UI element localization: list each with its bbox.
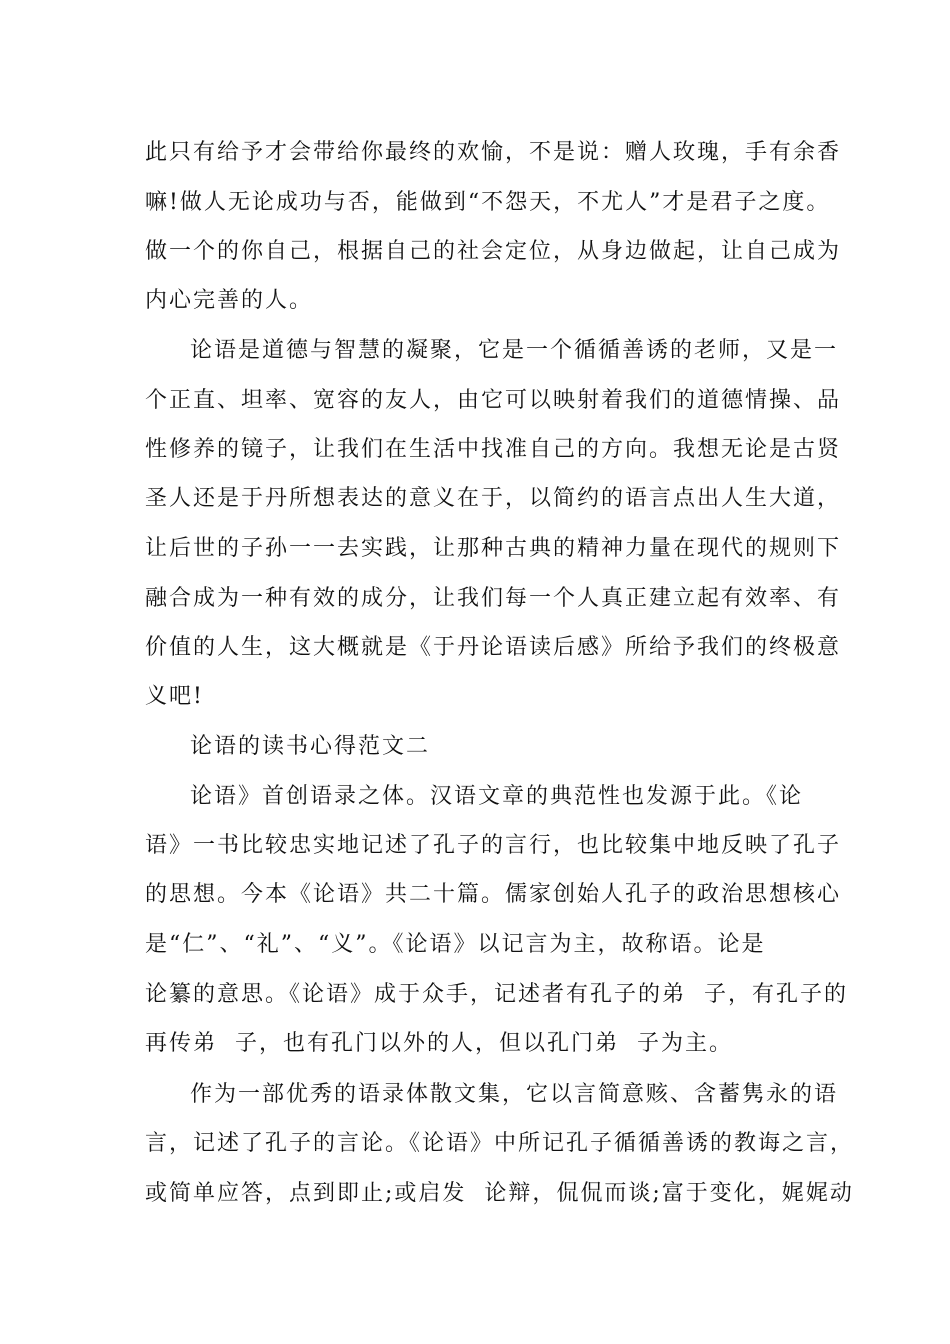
text-line: 个正直、坦率、宽容的友人，由它可以映射着我们的道德情操、品 [145,388,842,413]
text-line: 语》一书比较忠实地记述了孔子的言行，也比较集中地反映了孔子 [145,833,842,858]
paragraph-start-line: 作为一部优秀的语录体散文集，它以言简意赅、含蓄隽永的语 [190,1082,839,1107]
text-line: 是“仁”、“礼”、“义”。《论语》以记言为主，故称语。论是 [145,932,766,957]
paragraph-start-line: 论语》首创语录之体。汉语文章的典范性也发源于此。《论 [190,784,804,809]
text-line: 论纂的意思。《论语》成于众手，记述者有孔子的弟 子，有孔子的 [145,982,848,1007]
text-line: 的思想。今本《论语》共二十篇。儒家创始人孔子的政治思想核心 [145,882,842,907]
text-line: 内心完善的人。 [145,288,314,313]
text-line: 融合成为一种有效的成分，让我们每一个人真正建立起有效率、有 [145,586,842,611]
paragraph-start-line: 论语是道德与智慧的凝聚，它是一个循循善诱的老师，又是一 [190,338,839,363]
text-line: 或简单应答，点到即止;或启发 论辩，侃侃而谈;富于变化，娓娓动 [145,1181,854,1206]
text-line: 圣人还是于丹所想表达的意义在于，以简约的语言点出人生大道， [145,486,842,511]
text-line: 让后世的子孙一一去实践，让那种古典的精神力量在现代的规则下 [145,536,842,561]
text-line: 做一个的你自己，根据自己的社会定位，从身边做起，让自己成为 [145,239,842,264]
text-line: 此只有给予才会带给你最终的欢愉，不是说：赠人玫瑰，手有余香 [145,140,842,165]
section-heading: 论语的读书心得范文二 [190,734,431,759]
text-line: 嘛!做人无论成功与否，能做到“不怨天，不尤人”才是君子之度。 [145,190,831,215]
text-line: 再传弟 子，也有孔门以外的人，但以孔门弟 子为主。 [145,1031,733,1056]
text-line: 性修养的镜子，让我们在生活中找准自己的方向。我想无论是古贤 [145,437,842,462]
text-line: 价值的人生，这大概就是《于丹论语读后感》所给予我们的终极意 [145,635,842,660]
text-line: 义吧! [145,684,204,709]
text-line: 言，记述了孔子的言论。《论语》中所记孔子循循善诱的教诲之言， [145,1131,855,1156]
